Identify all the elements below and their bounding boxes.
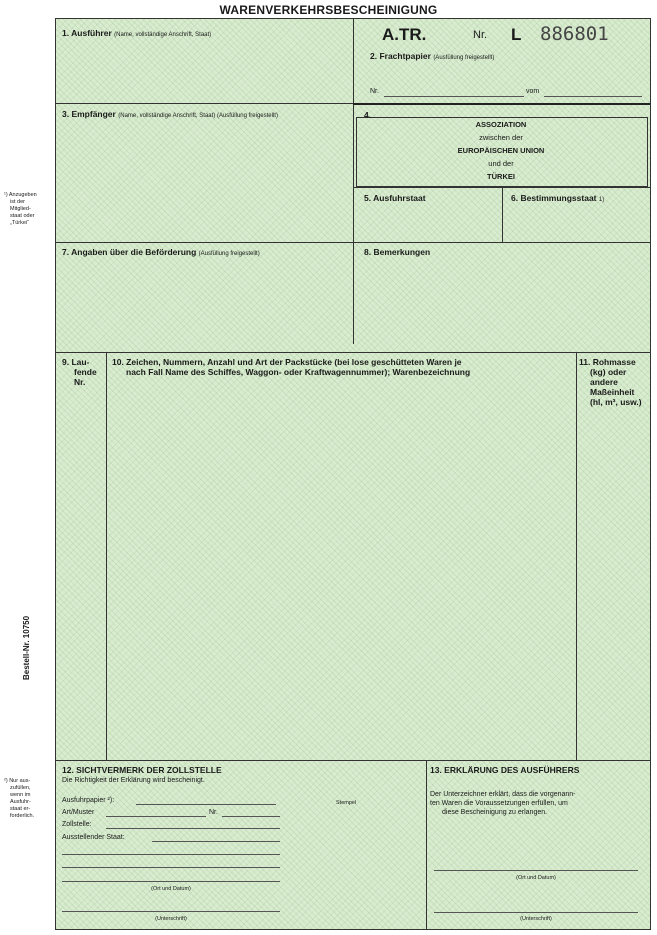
divider bbox=[56, 103, 353, 104]
divider bbox=[353, 103, 650, 105]
export-doc-label: Ausfuhrpapier ²): bbox=[62, 797, 115, 804]
customs-office-label: Zollstelle: bbox=[62, 821, 92, 828]
side-note-2-line: ²) Nur aus- bbox=[4, 778, 31, 784]
box13-line: Der Unterzeichner erklärt, dass die vorgenann- bbox=[430, 791, 576, 798]
form-sheet bbox=[55, 18, 651, 930]
box12-place-date-caption: (Ort und Datum) bbox=[151, 886, 191, 892]
association-text bbox=[356, 118, 646, 183]
box11-line: (kg) oder bbox=[590, 367, 627, 377]
box2-note: (Ausfüllung freigestellt) bbox=[433, 55, 495, 61]
doc-nr-label: Nr. bbox=[209, 809, 218, 816]
serial-number: 886801 bbox=[540, 23, 609, 45]
box12-text: Die Richtigkeit der Erklärung wird bescheinigt. bbox=[62, 777, 205, 784]
box3-title: 3. Empfänger bbox=[62, 109, 116, 119]
association-line: und der bbox=[488, 159, 514, 168]
series-letter: L bbox=[511, 25, 522, 44]
box1-note: (Name, vollständige Anschrift, Staat) bbox=[114, 32, 212, 38]
box13-line: ten Waren die Voraussetzungen erfüllen, um bbox=[430, 800, 568, 807]
box6-title: 6. Bestimmungsstaat bbox=[511, 193, 597, 203]
box7-note: (Ausfüllung freigestellt) bbox=[198, 251, 260, 257]
box5-label: 5. Ausfuhrstaat bbox=[364, 193, 426, 203]
box4-label: 4. bbox=[364, 110, 372, 120]
type-label: Art/Muster bbox=[62, 809, 95, 816]
document-title: WARENVERKEHRSBESCHEINIGUNG bbox=[219, 3, 438, 17]
box3-label bbox=[62, 109, 278, 121]
box2-nr-field[interactable] bbox=[384, 96, 524, 97]
side-note-1 bbox=[4, 192, 52, 227]
box13-signature-caption: (Unterschrift) bbox=[520, 916, 552, 922]
divider bbox=[56, 760, 650, 761]
side-note-1-line: ist der bbox=[10, 199, 25, 205]
box9-line: 9. Lau- bbox=[62, 357, 90, 367]
issuing-state-label: Ausstellender Staat: bbox=[62, 834, 125, 841]
box11-line: (hl, m³, usw.) bbox=[590, 397, 642, 407]
box10-line: nach Fall Name des Schiffes, Waggon- oder Kraftwagennummer); Warenbezeichnung bbox=[126, 367, 471, 377]
box2-date-field[interactable] bbox=[544, 96, 642, 97]
doc-nr-field[interactable] bbox=[222, 816, 280, 817]
box13-place-date-field[interactable] bbox=[434, 870, 638, 871]
box13-place-date-caption: (Ort und Datum) bbox=[516, 875, 556, 881]
side-note-2-line: forderlich. bbox=[10, 813, 35, 819]
customs-office-field[interactable] bbox=[106, 828, 280, 829]
box12-blank-line[interactable] bbox=[62, 854, 280, 855]
box1-title: 1. Ausführer bbox=[62, 28, 112, 38]
box7-label bbox=[62, 247, 260, 259]
box13-label: 13. ERKLÄRUNG DES AUSFÜHRERS bbox=[430, 765, 580, 775]
box6-footnote: 1) bbox=[598, 197, 605, 203]
side-note-1-line: „Türkei“ bbox=[10, 220, 29, 226]
divider bbox=[576, 352, 577, 760]
divider bbox=[502, 187, 503, 242]
box2-vom-label: vom bbox=[526, 88, 540, 95]
box3-note: (Name, vollständige Anschrift, Staat) (Ausfüllung freigestellt) bbox=[118, 113, 278, 119]
box10-label bbox=[112, 357, 574, 377]
association-line: EUROPÄISCHEN UNION bbox=[457, 146, 545, 155]
box8-label: 8. Bemerkungen bbox=[364, 247, 431, 257]
box9-line: Nr. bbox=[74, 377, 86, 387]
association-line: zwischen der bbox=[479, 133, 523, 142]
box12-blank-line[interactable] bbox=[62, 867, 280, 868]
side-note-2-line: Ausfuhr- bbox=[10, 799, 31, 805]
export-doc-field[interactable] bbox=[136, 804, 276, 805]
order-number: Bestell-Nr. 10750 bbox=[22, 615, 31, 680]
box11-label bbox=[579, 357, 642, 407]
box11-line: Maßeinheit bbox=[590, 387, 635, 397]
stamp-label: Stempel bbox=[336, 800, 357, 806]
side-note-2-line: zufüllen, bbox=[10, 785, 31, 791]
side-note-2-line: wenn im bbox=[10, 792, 31, 798]
divider bbox=[56, 242, 650, 243]
divider bbox=[56, 352, 650, 353]
divider bbox=[426, 760, 427, 929]
box13-declaration bbox=[430, 790, 646, 817]
association-line: ASSOZIATION bbox=[475, 120, 527, 129]
divider bbox=[106, 352, 107, 760]
box1-label bbox=[62, 28, 211, 40]
box12-label: 12. SICHTVERMERK DER ZOLLSTELLE bbox=[62, 765, 222, 775]
box12-place-date-field[interactable] bbox=[62, 881, 280, 882]
box2-label bbox=[370, 51, 494, 63]
side-note-1-line: ¹) Anzugeben bbox=[4, 192, 37, 198]
box11-line: 11. Rohmasse bbox=[579, 357, 636, 367]
box12-signature-field[interactable] bbox=[62, 911, 280, 912]
issuing-state-field[interactable] bbox=[152, 841, 280, 842]
side-note-1-line: staat oder bbox=[10, 213, 35, 219]
box9-label bbox=[62, 357, 97, 387]
nr-label: Nr. bbox=[473, 29, 488, 41]
divider bbox=[353, 19, 354, 344]
box7-title: 7. Angaben über die Beförderung bbox=[62, 247, 197, 257]
box2-nr-label: Nr. bbox=[370, 88, 379, 95]
side-note-2 bbox=[4, 778, 52, 820]
atr-label: A.TR. bbox=[382, 25, 427, 44]
box2-title: 2. Frachtpapier bbox=[370, 51, 431, 61]
box6-label bbox=[511, 193, 604, 205]
box9-line: fende bbox=[74, 367, 97, 377]
box13-line: diese Bescheinigung zu erlangen. bbox=[442, 809, 548, 816]
box12-signature-caption: (Unterschrift) bbox=[155, 916, 187, 922]
side-note-1-line: Mitglied- bbox=[10, 206, 31, 212]
box13-signature-field[interactable] bbox=[434, 912, 638, 913]
box10-line: 10. Zeichen, Nummern, Anzahl und Art der Packstücke (bei lose geschütteten Waren je bbox=[112, 357, 462, 367]
box11-line: andere bbox=[590, 377, 618, 387]
side-note-2-line: staat er- bbox=[10, 806, 31, 812]
association-line: TÜRKEI bbox=[487, 172, 515, 181]
type-field[interactable] bbox=[106, 816, 206, 817]
